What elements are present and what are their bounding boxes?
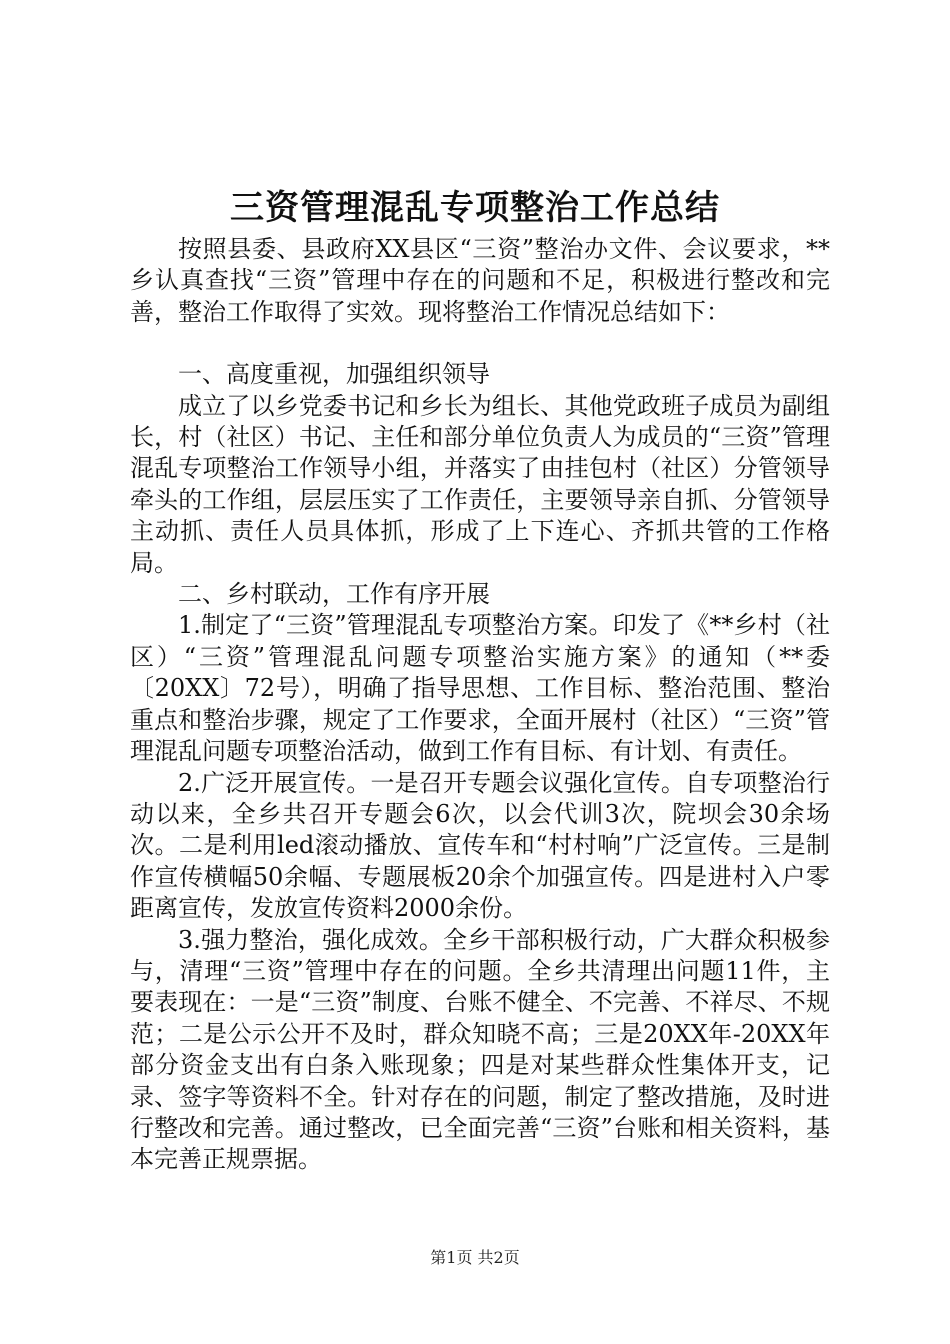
body-paragraph: 1.制定了“三资”管理混乱专项整治方案。印发了《**乡村（社区）“三资”管理混乱问题专项整治实施方案》的通知（**委〔20XX〕72号），明确了指导思想、工作目标、整治范围、整治重点和整治步骤，规定了工作要求，全面开展村（社区）“三资”管理混乱问题专项整治活动，做到工作有目标、有计划、有责任。 (130, 611, 830, 766)
section-heading-2: 二、乡村联动，工作有序开展 (178, 580, 490, 609)
body-paragraph: 3.强力整治，强化成效。全乡干部积极行动，广大群众积极参与，清理“三资”管理中存在的问题。全乡共清理出问题11件，主要表现在：一是“三资”制度、台账不健全、不完善、不祥尽、不规范；二是公示公开不及时，群众知晓不高；三是20XX年-20XX年部分资金支出有白条入账现象；四是对某些群众性集体开支，记录、签字等资料不全。针对存在的问题，制定了整改措施，及时进行整改和完善。通过整改，已全面完善“三资”台账和相关资料，基本完善正规票据。 (130, 925, 830, 1174)
body-paragraph: 成立了以乡党委书记和乡长为组长、其他党政班子成员为副组长，村（社区）书记、主任和部分单位负责人为成员的“三资”管理混乱专项整治工作领导小组，并落实了由挂包村（社区）分管领导牵头的工作组，层层压实了工作责任，主要领导亲自抓、分管领导主动抓、责任人员具体抓，形成了上下连心、齐抓共管的工作格局。 (130, 391, 830, 577)
page-number-footer: 第1页 共2页 (430, 1248, 520, 1267)
intro-paragraph: 按照县委、县政府XX县区“三资”整治办文件、会议要求，**乡认真查找“三资”管理中存在的问题和不足，积极进行整改和完善，整治工作取得了实效。现将整治工作情况总结如下： (130, 235, 830, 326)
section-heading-1: 一、高度重视，加强组织领导 (178, 360, 490, 389)
document-body (130, 234, 830, 1176)
body-paragraph: 2.广泛开展宣传。一是召开专题会议强化宣传。自专项整治行动以来，全乡共召开专题会6次，以会代训3次，院坝会30余场次。二是利用led滚动播放、宣传车和“村村响”广泛宣传。三是制作宣传横幅50余幅、专题展板20余个加强宣传。四是进村入户零距离宣传，发放宣传资料2000余份。 (130, 768, 830, 923)
document-title: 三资管理混乱专项整治工作总结 (230, 188, 720, 228)
